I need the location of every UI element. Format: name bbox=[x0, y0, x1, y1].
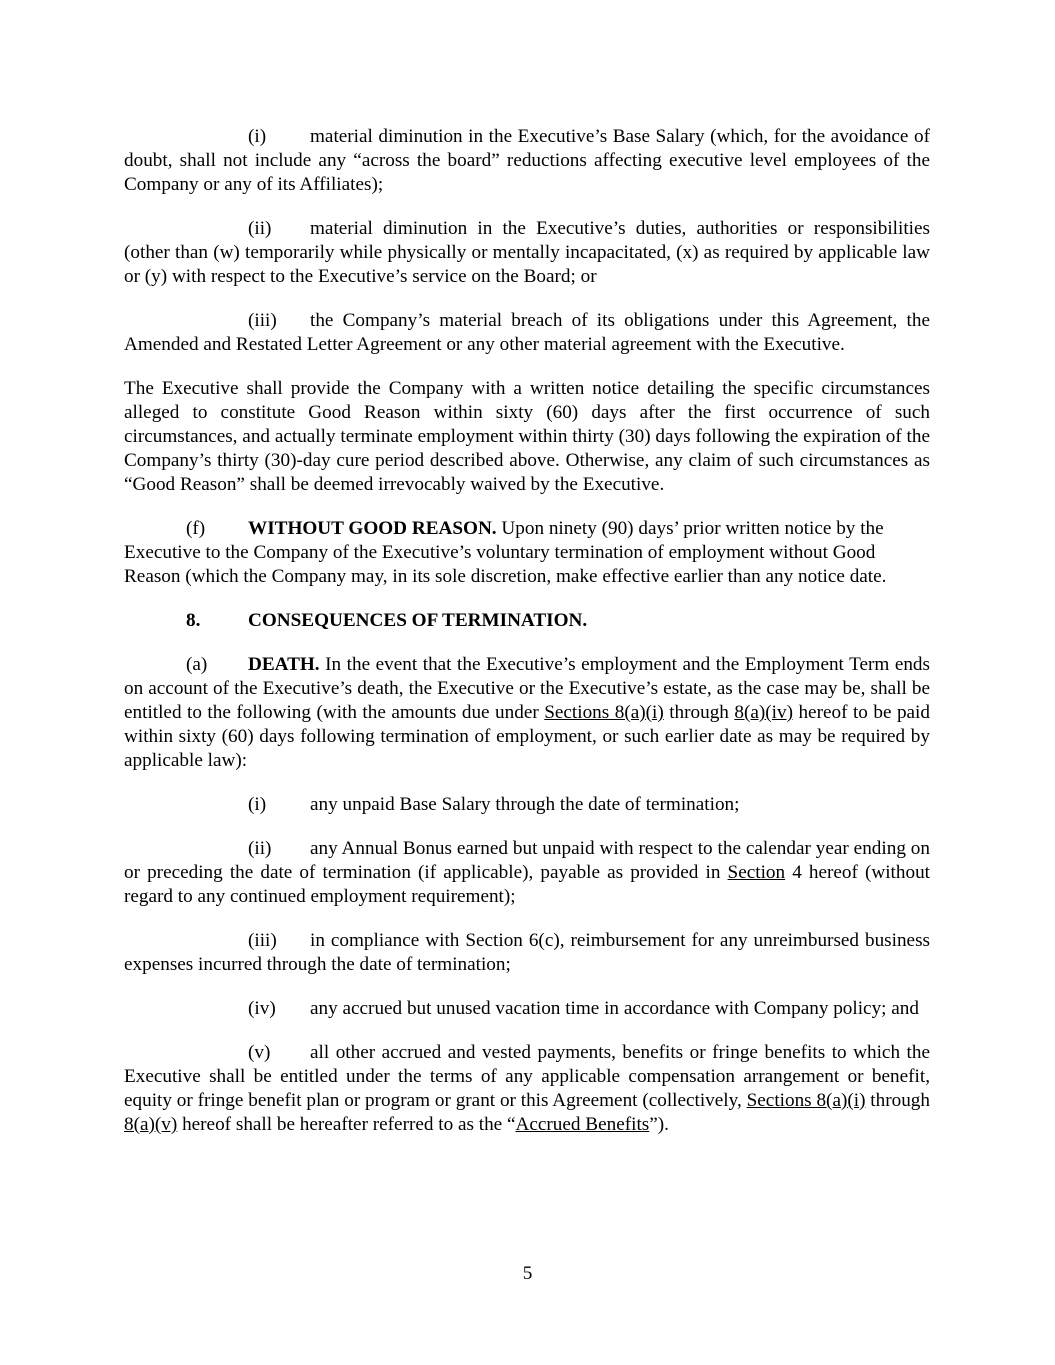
clause-label: (iii) bbox=[248, 310, 277, 331]
clause-text: material diminution in the Executive’s Base Salary (which, for the avoidance of doubt, shall not include any “across the board” reductions affecting executive level employees of the Company or any of its Affiliates); bbox=[124, 126, 930, 195]
clause-e-i bbox=[124, 125, 930, 197]
clause-e-ii bbox=[124, 217, 930, 289]
clause-label: (i) bbox=[248, 126, 267, 147]
clause-text: through bbox=[865, 1090, 930, 1111]
clause-label: (f) bbox=[186, 518, 206, 539]
clause-heading: WITHOUT GOOD REASON. bbox=[248, 518, 497, 539]
clause-text: hereof to be paid within sixty (60) days following termination of employment, or such earlier date as may be required by applicable law): bbox=[124, 702, 930, 771]
clause-text: in compliance with Section 6(c), reimbursement for any unreimbursed business expenses incurred through the date of termination; bbox=[124, 930, 930, 975]
clause-text: material diminution in the Executive’s duties, authorities or responsibilities (other than (w) temporarily while physically or mentally incapacitated, (x) as required by applicable law or (y) with respect to the Executive’s service on the Board; or bbox=[124, 218, 930, 287]
clause-text: any unpaid Base Salary through the date of termination; bbox=[310, 794, 740, 815]
section-title: CONSEQUENCES OF TERMINATION. bbox=[248, 610, 588, 631]
clause-a-i bbox=[124, 793, 930, 817]
clause-text: Upon ninety (90) days’ prior written notice by the Executive to the Company of the Executive’s voluntary termination of employment without Good Reason (which the Company may, in its sole discretion, make effective earlier than any notice date. bbox=[124, 518, 887, 587]
clause-text: any Annual Bonus earned but unpaid with respect to the calendar year ending on or preceding the date of termination (if applicable), payable as provided in bbox=[124, 838, 930, 883]
section-reference-link: Sections 8(a)(i) bbox=[746, 1090, 866, 1111]
clause-e-iii bbox=[124, 309, 930, 357]
clause-label: (ii) bbox=[248, 218, 272, 239]
clause-label: (a) bbox=[186, 654, 208, 675]
clause-a-v bbox=[124, 1041, 930, 1137]
clause-label: (ii) bbox=[248, 838, 272, 859]
clause-text: through bbox=[663, 702, 735, 723]
clause-text: 4 hereof (without regard to any continued employment requirement); bbox=[124, 862, 930, 907]
section-number: 8. bbox=[186, 610, 201, 631]
document-body bbox=[124, 125, 930, 1157]
clause-text: the Company’s material breach of its obligations under this Agreement, the Amended and Restated Letter Agreement or any other material agreement with the Executive. bbox=[124, 310, 930, 355]
clause-a-iv bbox=[124, 997, 930, 1021]
clause-text: In the event that the Executive’s employment and the Employment Term ends on account of the Executive’s death, the Executive or the Executive’s estate, as the case may be, shall be entitled to the following (with the amounts due under bbox=[124, 654, 930, 723]
clause-text: any accrued but unused vacation time in accordance with Company policy; and bbox=[310, 998, 919, 1019]
clause-a-iii bbox=[124, 929, 930, 977]
clause-label: (iii) bbox=[248, 930, 277, 951]
defined-term-link: Accrued Benefits bbox=[515, 1114, 650, 1135]
section-8-heading bbox=[124, 609, 930, 633]
section-reference-link: 8(a)(v) bbox=[124, 1114, 178, 1135]
clause-a-ii bbox=[124, 837, 930, 909]
clause-label: (i) bbox=[248, 794, 267, 815]
clause-a-death bbox=[124, 653, 930, 773]
good-reason-notice-paragraph: The Executive shall provide the Company with a written notice detailing the specific circumstances alleged to constitute Good Reason within sixty (60) days after the first occurrence of such circumstances, and actually terminate employment within thirty (30) days following the expiration of the Company’s thirty (30)-day cure period described above. Otherwise, any claim of such circumstances as “Good Reason” shall be deemed irrevocably waived by the Executive. bbox=[124, 378, 930, 495]
clause-heading: DEATH. bbox=[248, 654, 320, 675]
page-number: 5 bbox=[522, 1263, 533, 1284]
clause-text: all other accrued and vested payments, benefits or fringe benefits to which the Executive shall be entitled under the terms of any applicable compensation arrangement or benefit, equity or fringe benefit plan or program or grant or this Agreement (collectively, bbox=[124, 1042, 930, 1111]
section-reference-link: Section bbox=[727, 862, 786, 883]
clause-f bbox=[124, 517, 930, 589]
clause-label: (v) bbox=[248, 1042, 271, 1063]
section-reference-link: 8(a)(iv) bbox=[734, 702, 793, 723]
clause-label: (iv) bbox=[248, 998, 276, 1019]
clause-text: hereof shall be hereafter referred to as the “ bbox=[177, 1114, 516, 1135]
clause-text: ”). bbox=[649, 1114, 669, 1135]
section-reference-link: Sections 8(a)(i) bbox=[544, 702, 664, 723]
